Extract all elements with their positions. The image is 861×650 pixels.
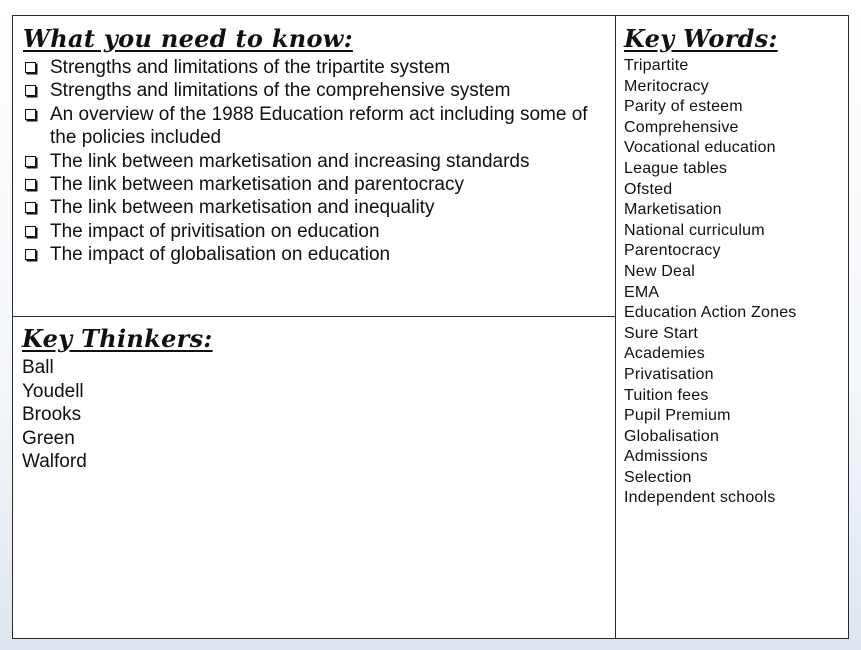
know-item: [23, 220, 608, 243]
know-list: [23, 56, 608, 267]
know-item-text: The link between marketisation and parentocracy: [50, 174, 465, 196]
revision-sheet: [12, 15, 849, 639]
key-thinkers-heading: Key Thinkers:: [22, 324, 213, 353]
key-word-item: Pupil Premium: [624, 407, 731, 425]
checkbox-icon: [25, 85, 36, 96]
key-word-item: Tuition fees: [624, 386, 709, 404]
checkbox-icon: [25, 179, 36, 190]
thinker-list: [22, 356, 607, 474]
checkbox-icon: [25, 156, 36, 167]
key-word-item: Admissions: [624, 448, 708, 466]
know-item-text: An overview of the 1988 Education reform act including some of the policies included: [50, 103, 588, 149]
checkbox-icon: [25, 249, 36, 260]
key-thinkers-panel: [22, 324, 607, 474]
know-item: [23, 56, 608, 79]
key-word-item: Marketisation: [624, 201, 722, 219]
row-divider: [13, 316, 615, 317]
key-word-item: Sure Start: [624, 324, 699, 342]
know-item-text: The link between marketisation and inequality: [50, 197, 435, 219]
key-word-item: National curriculum: [624, 221, 765, 239]
key-word-item: Meritocracy: [624, 77, 709, 95]
thinker-item: Ball: [22, 357, 54, 378]
thinker-item: Brooks: [22, 404, 82, 425]
thinker-item: Youdell: [22, 380, 84, 402]
word-list: [624, 56, 844, 509]
know-item-text: Strengths and limitations of the comprehensive system: [50, 80, 511, 102]
key-word-item: Independent schools: [624, 489, 776, 507]
checkbox-icon: [25, 109, 36, 120]
key-words-heading: Key Words:: [624, 24, 778, 53]
checkbox-icon: [25, 202, 36, 213]
thinker-item: Green: [22, 427, 75, 449]
thinker-item: Walford: [22, 451, 87, 472]
key-word-item: EMA: [624, 283, 660, 301]
key-word-item: Ofsted: [624, 180, 673, 198]
key-word-item: Academies: [624, 345, 705, 363]
key-word-item: League tables: [624, 159, 728, 177]
what-you-need-to-know-panel: [23, 24, 608, 267]
know-item: [23, 196, 608, 219]
know-item-text: The impact of privitisation on education: [50, 220, 380, 242]
know-item: [23, 173, 608, 196]
column-divider: [615, 16, 616, 638]
checkbox-icon: [25, 226, 36, 237]
key-word-item: Vocational education: [624, 139, 776, 157]
key-word-item: Education Action Zones: [624, 304, 797, 322]
checkbox-icon: [25, 62, 36, 73]
key-word-item: Tripartite: [624, 57, 689, 74]
what-you-need-to-know-heading: What you need to know:: [23, 24, 353, 53]
know-item: [23, 243, 608, 266]
key-word-item: Parity of esteem: [624, 98, 743, 116]
key-words-panel: [624, 24, 844, 509]
know-item: [23, 150, 608, 173]
key-word-item: Selection: [624, 468, 692, 486]
key-word-item: New Deal: [624, 262, 695, 280]
key-word-item: Privatisation: [624, 365, 714, 383]
key-word-item: Globalisation: [624, 427, 720, 445]
know-item-text: The impact of globalisation on education: [50, 244, 391, 266]
key-word-item: Comprehensive: [624, 118, 739, 136]
know-item: [23, 79, 608, 102]
know-item: [23, 103, 608, 150]
know-item-text: Strengths and limitations of the tripartite system: [50, 57, 451, 78]
key-word-item: Parentocracy: [624, 242, 721, 260]
know-item-text: The link between marketisation and increasing standards: [50, 150, 530, 172]
